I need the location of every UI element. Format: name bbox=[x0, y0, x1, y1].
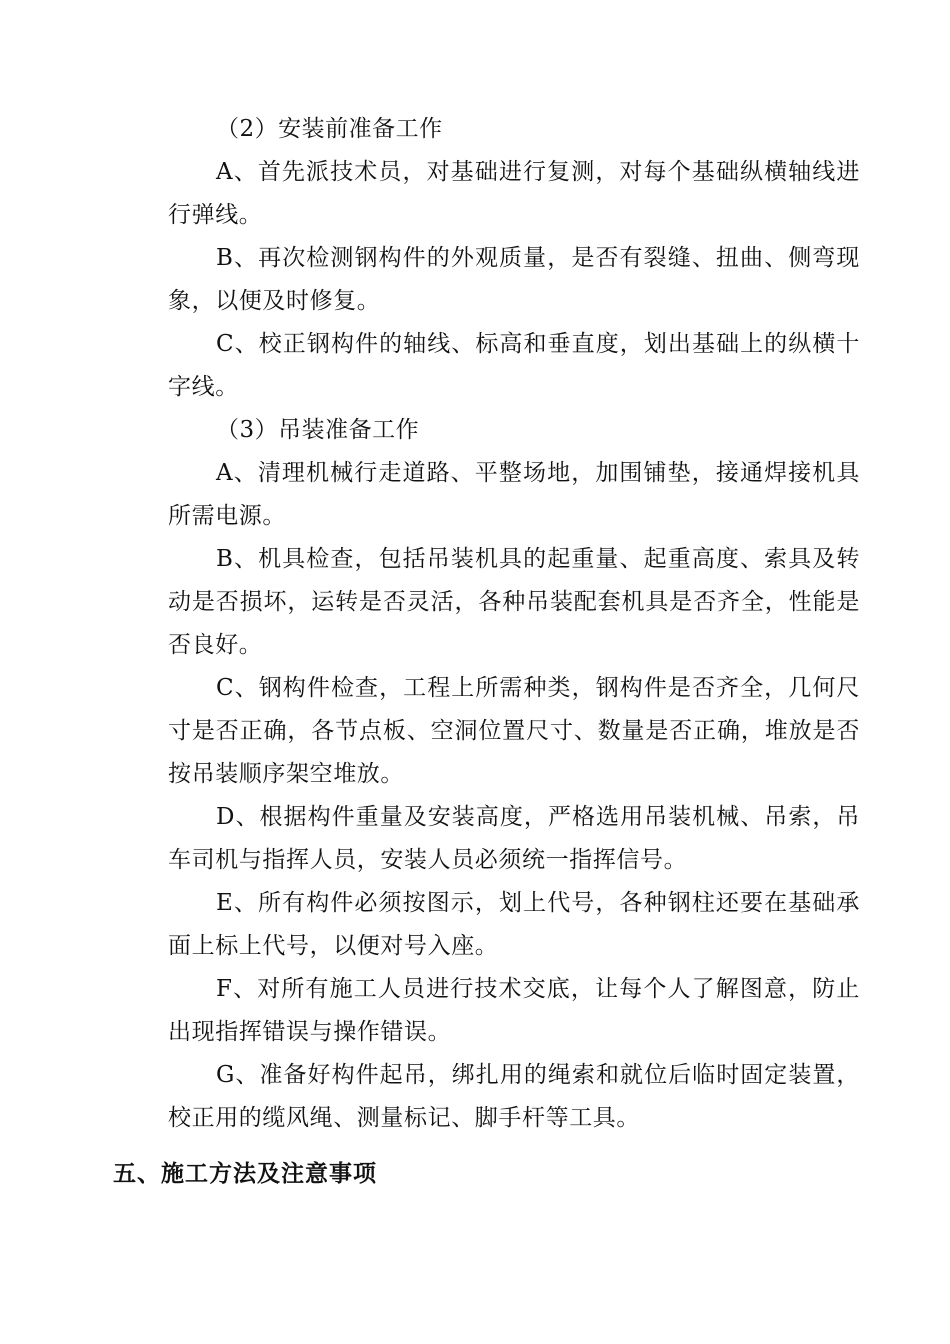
paragraph-hoist-a: A、清理机械行走道路、平整场地，加围铺垫，接通焊接机具所需电源。 bbox=[168, 460, 860, 529]
paragraph-hoist-b: B、机具检查，包括吊装机具的起重量、起重高度、索具及转动是否损坏，运转是否灵活，各种吊装配套机具是否齐全，性能是否良好。 bbox=[168, 546, 860, 658]
subheading-install-prep: （2）安装前准备工作 bbox=[216, 116, 443, 142]
paragraph-hoist-c: C、钢构件检查，工程上所需种类，钢构件是否齐全，几何尺寸是否正确，各节点板、空洞位置尺寸、数量是否正确，堆放是否按吊装顺序架空堆放。 bbox=[168, 675, 860, 787]
paragraph-hoist-g: G、准备好构件起吊，绑扎用的绳索和就位后临时固定装置，校正用的缆风绳、测量标记、脚手杆等工具。 bbox=[168, 1062, 860, 1131]
paragraph-hoist-d: D、根据构件重量及安装高度，严格选用吊装机械、吊索，吊车司机与指挥人员，安装人员必须统一指挥信号。 bbox=[168, 804, 860, 873]
section-heading: 五、施工方法及注意事项 bbox=[113, 1160, 377, 1187]
paragraph-install-c: C、校正钢构件的轴线、标高和垂直度，划出基础上的纵横十字线。 bbox=[168, 331, 860, 400]
paragraph-install-a: A、首先派技术员，对基础进行复测，对每个基础纵横轴线进行弹线。 bbox=[168, 159, 860, 228]
document-body bbox=[168, 108, 860, 1140]
paragraph-install-b: B、再次检测钢构件的外观质量，是否有裂缝、扭曲、侧弯现象，以便及时修复。 bbox=[168, 245, 860, 314]
paragraph-hoist-f: F、对所有施工人员进行技术交底，让每个人了解图意，防止出现指挥错误与操作错误。 bbox=[168, 976, 860, 1045]
paragraph-hoist-e: E、所有构件必须按图示，划上代号，各种钢柱还要在基础承面上标上代号，以便对号入座。 bbox=[168, 890, 860, 959]
subheading-hoist-prep: （3）吊装准备工作 bbox=[216, 417, 420, 443]
